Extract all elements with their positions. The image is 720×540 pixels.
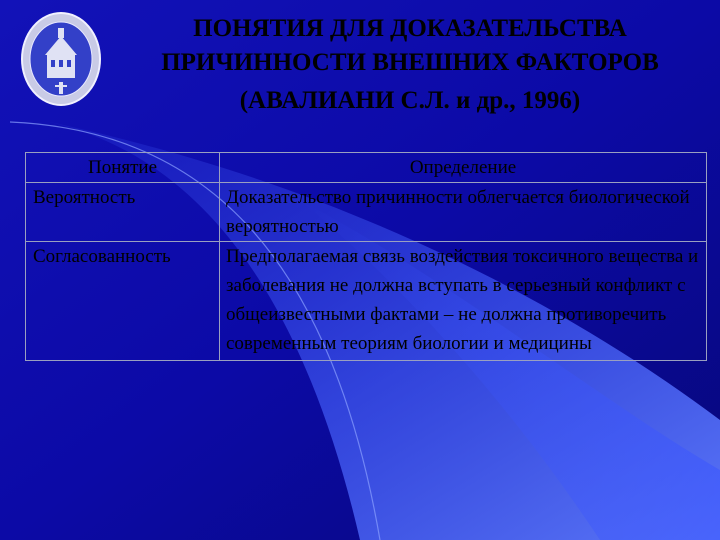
university-seal-icon — [20, 10, 102, 108]
definition-cell: Предполагаемая связь воздействия токсичного вещества и заболевания не должна вступать в серьезный конфликт с общеизвестными фактами – не должна противоречить современным теориям биологии и медицины — [220, 242, 707, 361]
concepts-table — [25, 152, 707, 361]
term-cell: Вероятность — [26, 183, 220, 242]
column-header-definition: Определение — [220, 153, 707, 183]
table-header-row — [26, 153, 707, 183]
slide-title — [110, 12, 710, 118]
table-row — [26, 183, 707, 242]
term-cell: Согласованность — [26, 242, 220, 361]
title-line-3: (АВАЛИАНИ С.Л. и др., 1996) — [239, 87, 581, 114]
column-header-term: Понятие — [26, 153, 220, 183]
definition-cell: Доказательство причинности облегчается биологической вероятностью — [220, 183, 707, 242]
table-row — [26, 242, 707, 361]
title-line-1: ПОНЯТИЯ ДЛЯ ДОКАЗАТЕЛЬСТВА — [193, 15, 627, 42]
title-line-2: ПРИЧИННОСТИ ВНЕШНИХ ФАКТОРОВ — [161, 49, 659, 76]
